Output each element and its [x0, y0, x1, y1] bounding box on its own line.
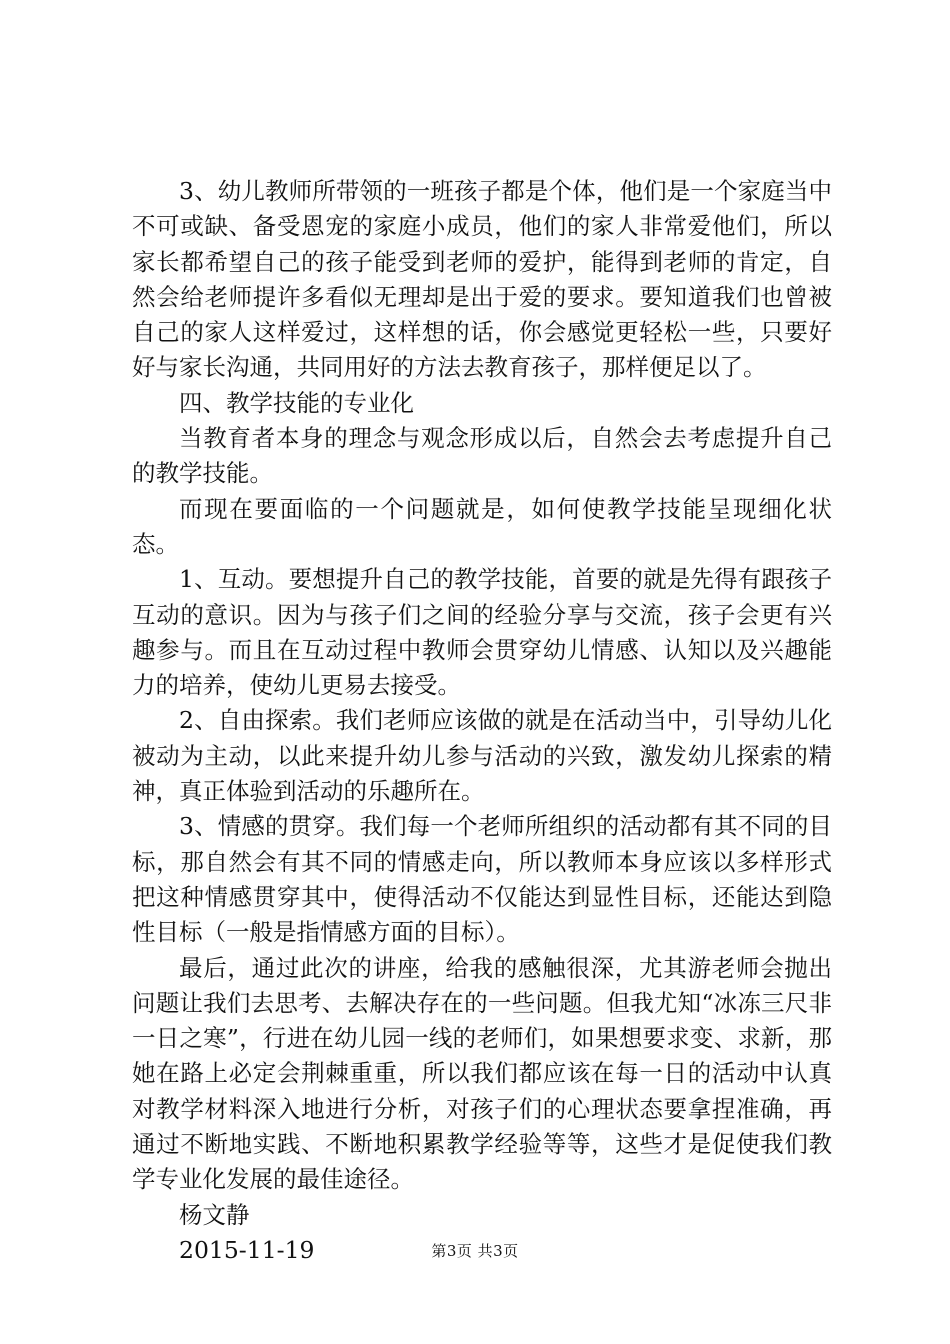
section-heading-teaching-skills: 四、教学技能的专业化: [179, 388, 414, 417]
signature-name: 杨文静: [179, 1200, 250, 1229]
paragraph-free-exploration: 2、自由探索。我们老师应该做的就是在活动当中，引导幼儿化被动为主动，以此来提升幼儿参与活动的兴致，激发幼儿探索的精神，真正体验到活动的乐趣所在。: [132, 706, 832, 806]
paragraph-refinement-question: 而现在要面临的一个问题就是，如何使教学技能呈现细化状态。: [132, 494, 832, 558]
paragraph-conclusion: 最后，通过此次的讲座，给我的感触很深，尤其游老师会抛出问题让我们去思考、去解决存在的一些问题。但我尤知“冰冻三尺非一日之寒”，行进在幼儿园一线的老师们，如果想要求变、求新，那她在路上必定会荆棘重重，所以我们都应该在每一日的活动中认真对教学材料深入地进行分析，对孩子们的心理状态要拿捏准确，再通过不断地实践、不断地积累教学经验等等，这些才是促使我们教学专业化发展的最佳途径。: [132, 953, 832, 1194]
page-footer: 第3页 共3页: [431, 1242, 519, 1260]
paragraph-parents-expectations: 3、幼儿教师所带领的一班孩子都是个体，他们是一个家庭当中不可或缺、备受恩宠的家庭小成员，他们的家人非常爱他们，所以家长都希望自己的孩子能受到老师的爱护，能得到老师的肯定，自然会给老师提许多看似无理却是出于爱的要求。要知道我们也曾被自己的家人这样爱过，这样想的话，你会感觉更轻松一些，只要好好与家长沟通，共同用好的方法去教育孩子，那样便足以了。: [132, 177, 832, 382]
paragraph-emotional-thread: 3、情感的贯穿。我们每一个老师所组织的活动都有其不同的目标，那自然会有其不同的情感走向，所以教师本身应该以多样形式把这种情感贯穿其中，使得活动不仅能达到显性目标，还能达到隐性目标（一般是指情感方面的目标）。: [132, 812, 832, 947]
paragraph-interaction: 1、互动。要想提升自己的教学技能，首要的就是先得有跟孩子互动的意识。因为与孩子们之间的经验分享与交流，孩子会更有兴趣参与。而且在互动过程中教师会贯穿幼儿情感、认知以及兴趣能力的培养，使幼儿更易去接受。: [132, 565, 832, 700]
paragraph-teaching-skills-intro: 当教育者本身的理念与观念形成以后，自然会去考虑提升自己的教学技能。: [132, 424, 832, 488]
document-body: [132, 174, 832, 1268]
signature-date: 2015-11-19: [179, 1235, 315, 1264]
